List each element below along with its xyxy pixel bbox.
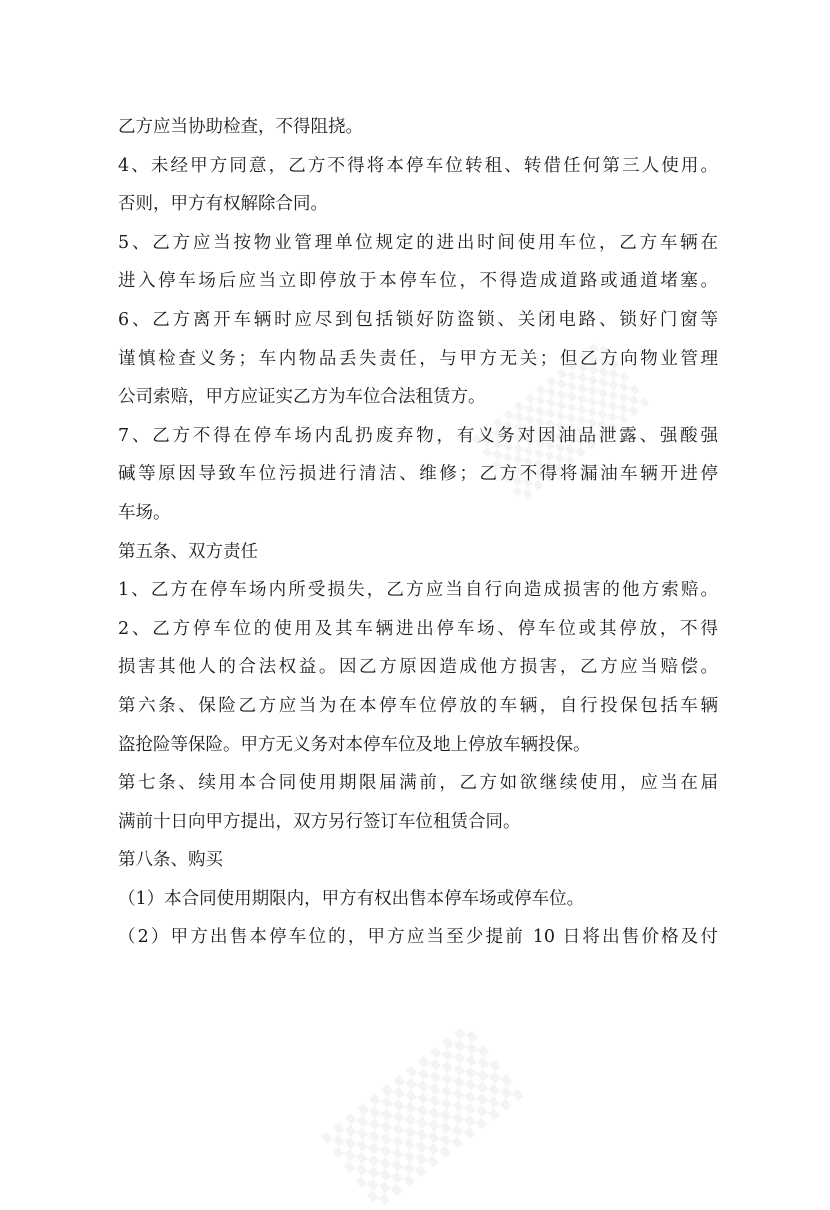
section-heading: 第八条、购买 <box>118 850 223 871</box>
text-line: 车场。 <box>118 502 171 523</box>
text-line: 满前十日向甲方提出，双方另行签订车位租赁合同。 <box>118 811 521 832</box>
text-line: 6、乙方离开车辆时应尽到包括锁好防盗锁、关闭电路、锁好门窗等 <box>118 309 718 330</box>
text-line: 进入停车场后应当立即停放于本停车位，不得造成道路或通道堵塞。 <box>118 271 718 292</box>
document-body <box>118 108 718 957</box>
section-heading: 第五条、双方责任 <box>118 541 258 562</box>
text-line: （1）本合同使用期限内，甲方有权出售本停车场或停车位。 <box>118 888 585 909</box>
text-line: 谨慎检查义务；车内物品丢失责任，与甲方无关；但乙方向物业管理 <box>118 348 718 369</box>
text-line: 否则，甲方有权解除合同。 <box>118 194 328 215</box>
text-line: 碱等原因导致车位污损进行清洁、维修；乙方不得将漏油车辆开进停 <box>118 464 718 485</box>
text-line: 盗抢险等保险。甲方无义务对本停车位及地上停放车辆投保。 <box>118 734 591 755</box>
text-line: 乙方应当协助检查，不得阻挠。 <box>118 117 363 137</box>
text-line: 4、未经甲方同意，乙方不得将本停车位转租、转借任何第三人使用。 <box>118 155 718 176</box>
text-line: 第六条、保险乙方应当为在本停车位停放的车辆，自行投保包括车辆 <box>118 695 718 716</box>
text-line: （2）甲方出售本停车位的，甲方应当至少提前 10 日将出售价格及付 <box>118 927 718 948</box>
text-line: 公司索赔，甲方应证实乙方为车位合法租赁方。 <box>118 387 486 408</box>
text-line: 1、乙方在停车场内所受损失，乙方应当自行向造成损害的他方索赔。 <box>118 580 718 601</box>
text-line: 第七条、续用本合同使用期限届满前，乙方如欲继续使用，应当在届 <box>118 773 718 794</box>
watermark <box>321 1023 524 1210</box>
text-line: 损害其他人的合法权益。因乙方原因造成他方损害，乙方应当赔偿。 <box>118 657 718 678</box>
text-line: 5、乙方应当按物业管理单位规定的进出时间使用车位，乙方车辆在 <box>118 232 718 253</box>
text-line: 2、乙方停车位的使用及其车辆进出停车场、停车位或其停放，不得 <box>118 618 718 639</box>
text-line: 7、乙方不得在停车场内乱扔废弃物，有义务对因油品泄露、强酸强 <box>118 425 718 446</box>
